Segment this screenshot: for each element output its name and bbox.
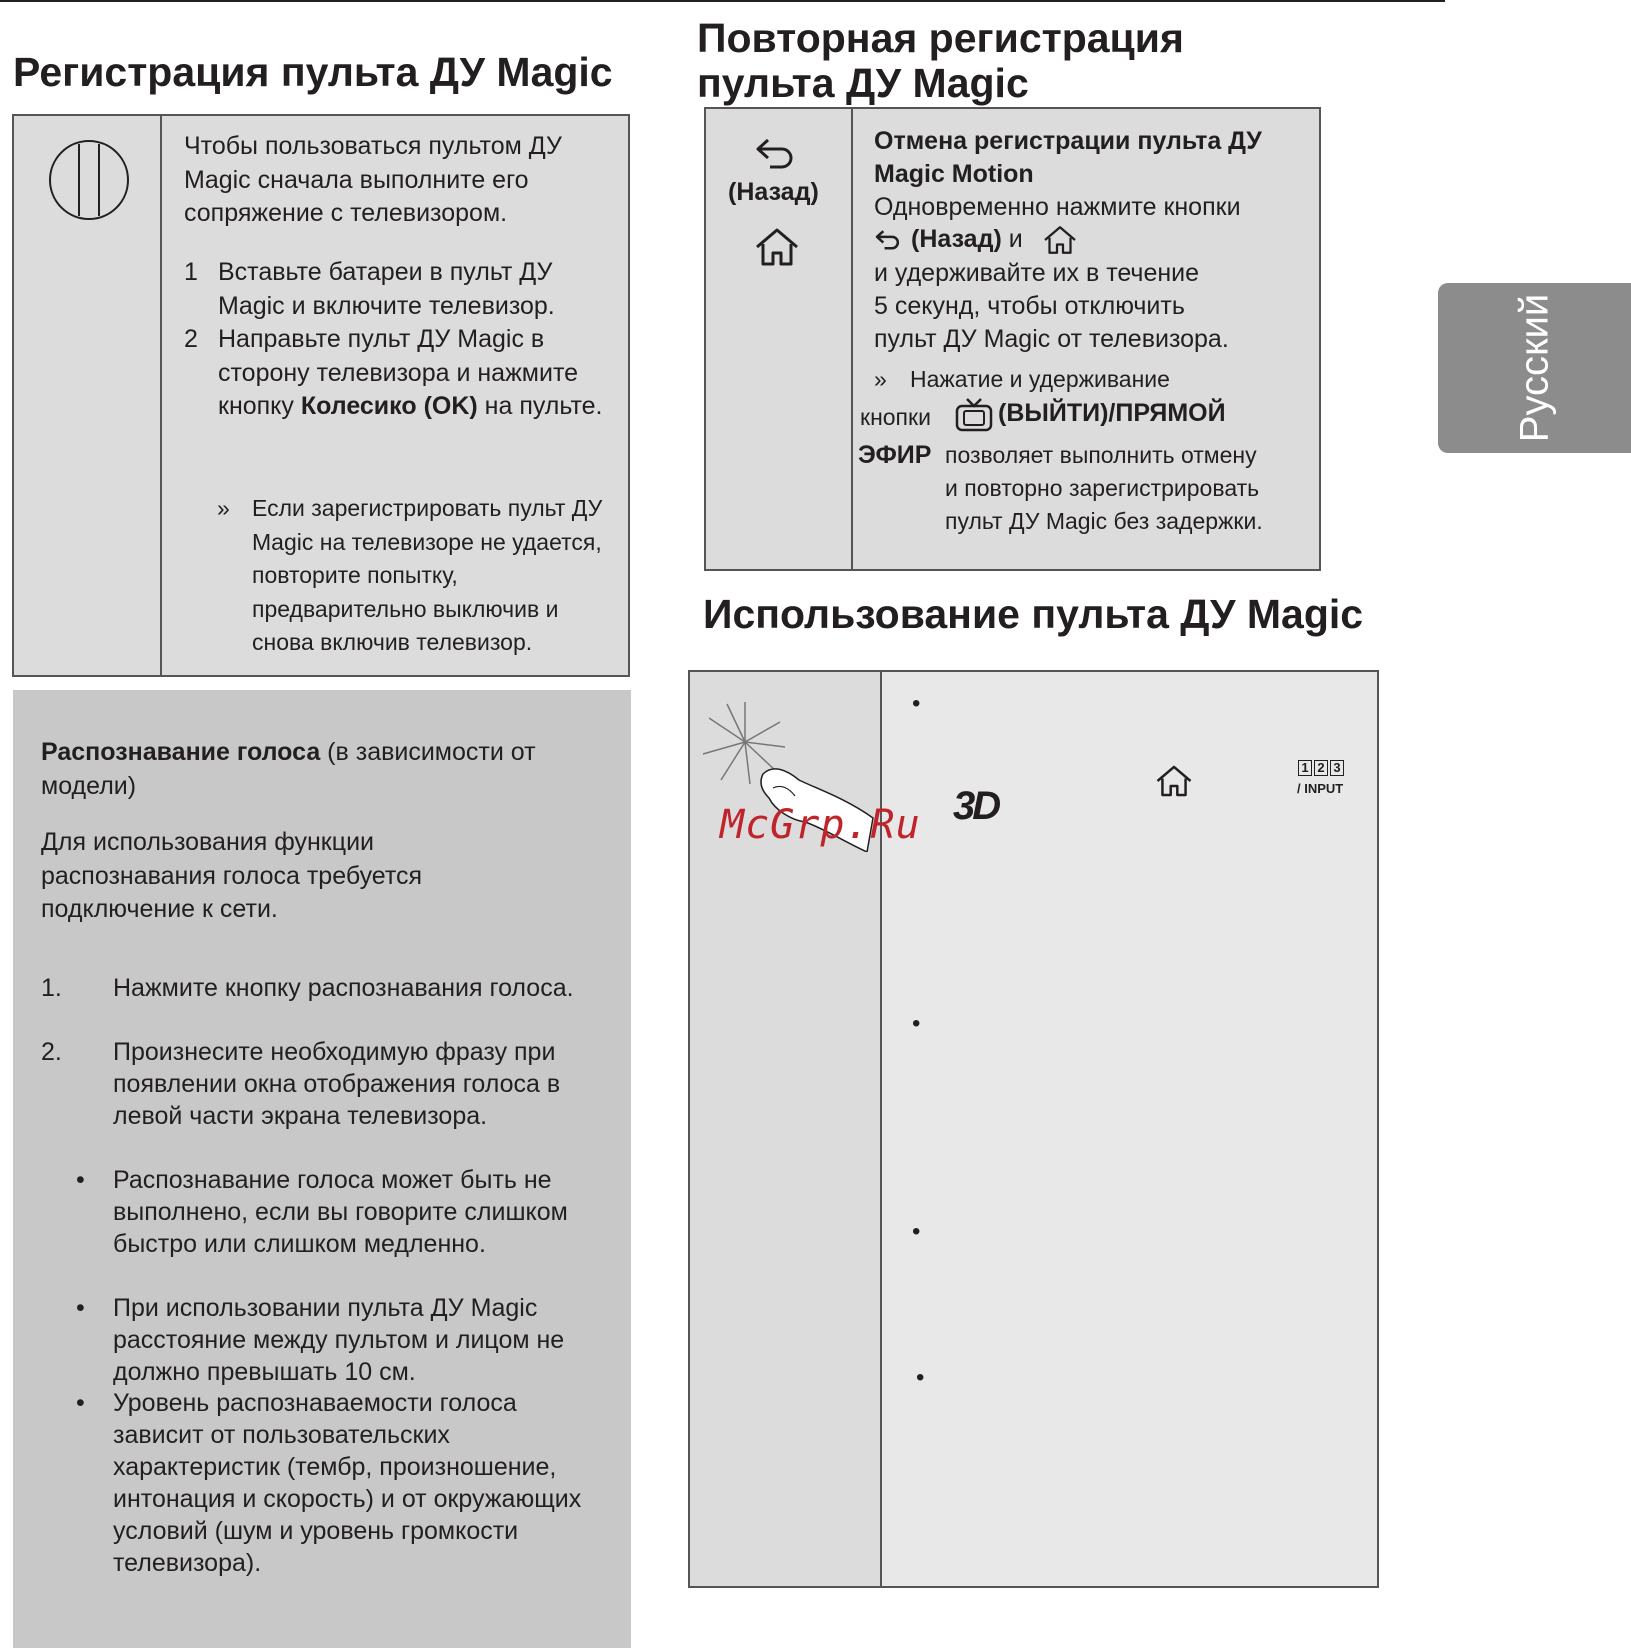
digit-1: 1 [1298, 760, 1312, 776]
voice-step-number-1: 1. [41, 974, 62, 1002]
step-number-1: 1 [184, 258, 198, 286]
reregistration-box [704, 107, 1321, 571]
digit-2: 2 [1314, 760, 1328, 776]
language-tab [1438, 283, 1631, 453]
reregistration-title-line1: Повторная регистрация [697, 15, 1184, 61]
home-icon-inline [1042, 225, 1078, 255]
note-marker: » [217, 495, 230, 521]
voice-paragraph: Для использования функции распознавания голоса требуется подключение к сети. [41, 828, 423, 923]
voice-bullet-2: При использовании пульта ДУ Magic расстояние между пультом и лицом не должно превышать 10 см. [113, 1294, 565, 1386]
usage-bullet-3: • [912, 1218, 921, 1245]
disconnect-text: пульт ДУ Magic от телевизора. [874, 325, 1229, 353]
cancel-registration-heading: Отмена регистрации пульта ДУ Magic Motion [874, 127, 1262, 188]
step-number-2: 2 [184, 325, 198, 353]
exit-live-label: (ВЫЙТИ)/ПРЯМОЙ [998, 399, 1226, 427]
voice-step-number-2: 2. [41, 1038, 62, 1066]
reregistration-title-line2: пульта ДУ Magic [697, 60, 1029, 106]
usage-box [688, 670, 1379, 1588]
usage-bullet-4: • [916, 1364, 925, 1391]
registration-divider [160, 116, 162, 675]
voice-step-text-2: Произнесите необходимую фразу при появлении окна отображения голоса в левой части экрана телевизора. [113, 1038, 561, 1130]
note-rest-1: позволяет выполнить отмену [945, 442, 1257, 468]
usage-title: Использование пульта ДУ Magic [703, 591, 1364, 637]
reregistration-divider [851, 109, 853, 569]
input-label: / INPUT [1297, 781, 1344, 796]
voice-bullet-marker-3: • [76, 1389, 85, 1417]
wheel-ok-label: Колесико (OK) [300, 392, 478, 420]
voice-step-text-1: Нажмите кнопку распознавания голоса. [113, 974, 574, 1002]
voice-bullet-marker-2: • [76, 1294, 85, 1322]
digit-3: 3 [1330, 760, 1344, 776]
registration-box [12, 114, 630, 677]
voice-heading: Распознавание голоса (в зависимости от модели) [41, 738, 536, 800]
exit-tv-icon [954, 397, 994, 433]
note-rest-3: пульт ДУ Magic без задержки. [945, 508, 1263, 534]
note-rest-2: и повторно зарегистрировать [945, 475, 1260, 501]
3d-icon: 3D [953, 784, 999, 828]
press-buttons-text: Одновременно нажмите кнопки [874, 193, 1241, 221]
back-label: (Назад) [728, 178, 819, 206]
wheel-button-icon [47, 138, 131, 222]
step-text-1: Вставьте батареи в пульт ДУ Magic и включите телевизор. [218, 258, 555, 320]
top-rule [0, 0, 1445, 2]
home-icon-usage [1155, 764, 1193, 798]
voice-recognition-panel [13, 690, 631, 1648]
registration-note: Если зарегистрировать пульт ДУ Magic на телевизоре не удается, повторите попытку, предварительно выключив и снова включив телевизор. [252, 495, 603, 656]
back-icon [754, 135, 800, 173]
back-inline-row: (Назад) и [911, 225, 1023, 253]
seconds-text: 5 секунд, чтобы отключить [874, 292, 1185, 320]
voice-bullet-1: Распознавание голоса может быть не выполнено, если вы говорите слишком быстро или слишком медленно. [113, 1166, 568, 1258]
note-buttons-word: кнопки [860, 404, 931, 430]
reregistration-note-marker: » [874, 366, 887, 392]
registration-title: Регистрация пульта ДУ Magic [13, 49, 613, 95]
language-tab-label: Русский [1512, 293, 1556, 443]
hold-text: и удерживайте их в течение [874, 259, 1200, 287]
home-icon [754, 227, 800, 267]
voice-bullet-3: Уровень распознаваемости голоса зависит от пользовательских характеристик (тембр, произношение, интонация и скорость) и от окружающих условий (шум и уровень громкости телевизора). [113, 1389, 582, 1577]
watermark: McGrp.Ru [720, 802, 921, 848]
back-icon-inline [874, 228, 904, 252]
registration-intro: Чтобы пользоваться пультом ДУ Magic сначала выполните его сопряжение с телевизором. [184, 132, 562, 227]
number-buttons-icon [1298, 760, 1344, 776]
reregistration-note-line1: Нажатие и удерживание [910, 366, 1170, 392]
usage-bullet-1: • [912, 690, 921, 717]
live-label-2: ЭФИР [858, 441, 932, 469]
step-text-2: Направьте пульт ДУ Magic в сторону телевизора и нажмите кнопку Колесико (OK) на пульте. [218, 325, 603, 420]
usage-bullet-2: • [912, 1010, 921, 1037]
voice-bullet-marker-1: • [76, 1166, 85, 1194]
